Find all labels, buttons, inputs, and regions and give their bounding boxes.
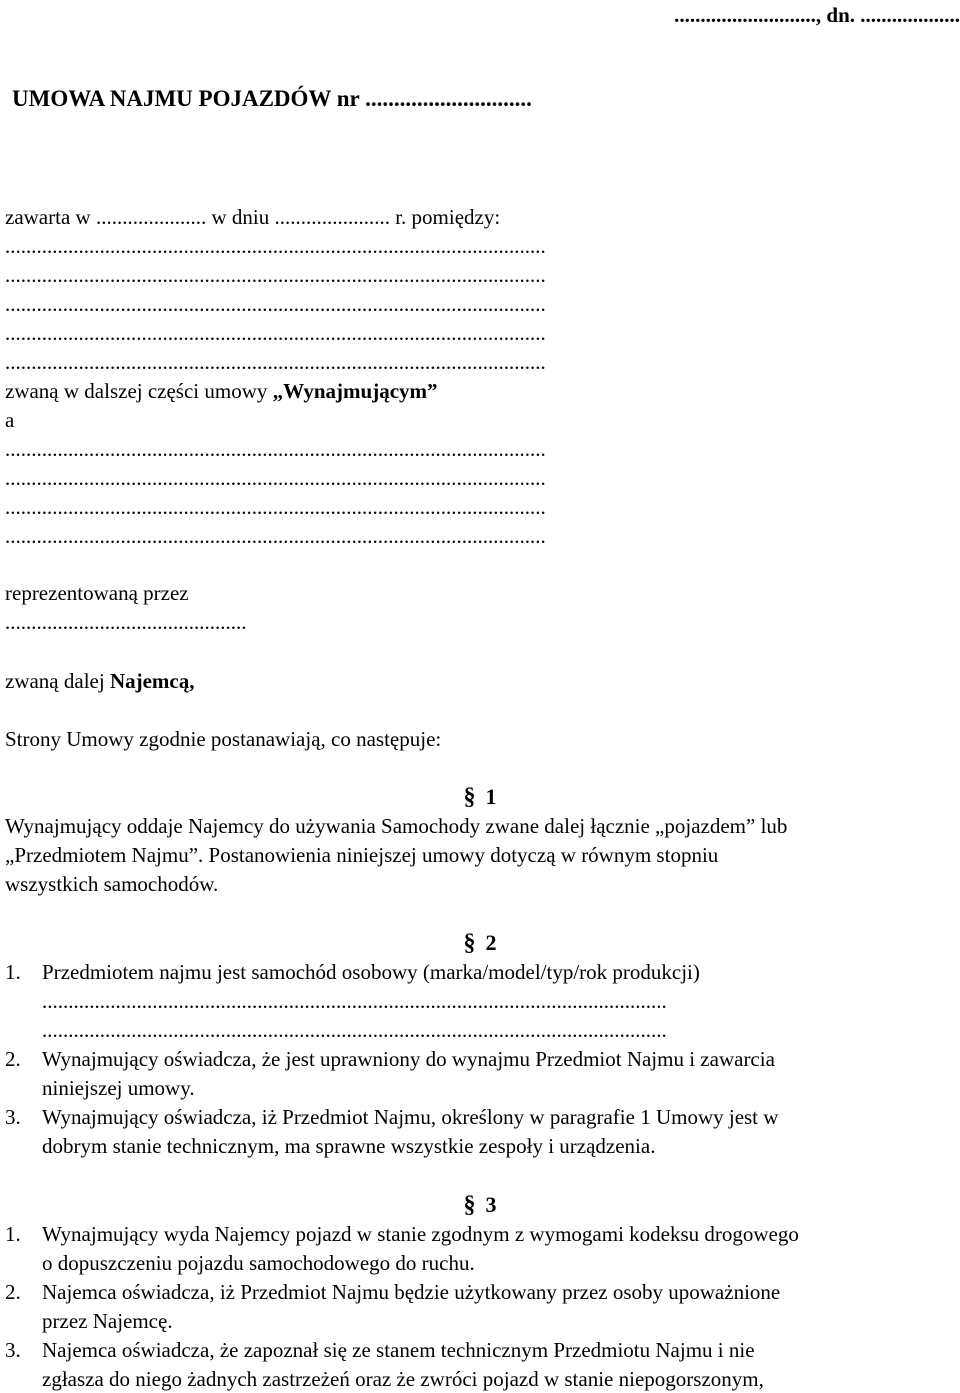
party1-role	[5, 378, 438, 404]
s2-item-2-line-1: Wynajmujący oświadcza, że jest uprawniony do wynajmu Przedmiot Najmu i zawarcia	[42, 1047, 775, 1071]
party2-dots-2: .......................................................................................................	[5, 466, 546, 490]
s3-item-1-line-2: o dopuszczeniu pojazdu samochodowego do ruchu.	[42, 1251, 475, 1275]
date-line: ..........................., dn. ...................	[674, 3, 960, 27]
party1-dots-2: .......................................................................................................	[5, 263, 546, 287]
party2-role	[5, 668, 195, 694]
party1-dots-4: .......................................................................................................	[5, 321, 546, 345]
party2-role-prefix: zwaną dalej	[5, 669, 110, 693]
s1-line-2: „Przedmiotem Najmu”. Postanowienia niniejszej umowy dotyczą w równym stopniu	[5, 843, 719, 867]
section-3-heading	[0, 1192, 960, 1218]
s1-line-3: wszystkich samochodów.	[5, 872, 219, 896]
party2-dots-4: .......................................................................................................	[5, 524, 546, 548]
party1-dots-1: .......................................................................................................	[5, 234, 546, 258]
s2-item-3-line-2: dobrym stanie technicznym, ma sprawne wszystkie zespoły i urządzenia.	[42, 1134, 656, 1158]
s2-item-3-number: 3.	[5, 1105, 21, 1129]
s3-item-2-number: 2.	[5, 1280, 21, 1304]
paragraph-icon: §	[463, 784, 476, 810]
section-3-number: 3	[485, 1192, 497, 1217]
section-2-heading	[0, 930, 960, 956]
s3-item-3-line-2: zgłasza do niego żadnych zastrzeżeń oraz że zwróci pojazd w stanie niepogorszonym,	[42, 1367, 764, 1391]
s1-line-1: Wynajmujący oddaje Najemcy do używania Samochody zwane dalej łącznie „pojazdem” lub	[5, 814, 788, 838]
s2-item-1-line-1: Przedmiotem najmu jest samochód osobowy (marka/model/typ/rok produkcji)	[42, 960, 700, 984]
party2-dots-3: .......................................................................................................	[5, 495, 546, 519]
party1-dots-5: .......................................................................................................	[5, 350, 546, 374]
party1-dots-3: .......................................................................................................	[5, 292, 546, 316]
party1-role-name: „Wynajmującym”	[272, 379, 438, 403]
s2-item-1-line-2: .......................................................................................................................	[42, 989, 667, 1013]
s3-item-1-line-1: Wynajmujący wyda Najemcy pojazd w stanie zgodnym z wymogami kodeksu drogowego	[42, 1222, 799, 1246]
represented-by: reprezentowaną przez	[5, 581, 189, 605]
s2-item-2-line-2: niniejszej umowy.	[42, 1076, 195, 1100]
s2-item-1-number: 1.	[5, 960, 21, 984]
s2-item-1-line-3: .......................................................................................................................	[42, 1018, 667, 1042]
section-1-number: 1	[485, 784, 497, 809]
s3-item-1-number: 1.	[5, 1222, 21, 1246]
s2-item-3-line-1: Wynajmujący oświadcza, iż Przedmiot Najmu, określony w paragrafie 1 Umowy jest w	[42, 1105, 779, 1129]
represented-dots: ..............................................	[5, 610, 247, 634]
party1-role-prefix: zwaną w dalszej części umowy	[5, 379, 273, 403]
s3-item-3-line-1: Najemca oświadcza, że zapoznał się ze stanem technicznym Przedmiotu Najmu i nie	[42, 1338, 755, 1362]
paragraph-icon: §	[463, 1192, 476, 1218]
agreement-line: Strony Umowy zgodnie postanawiają, co następuje:	[5, 727, 442, 751]
s3-item-2-line-2: przez Najemcę.	[42, 1309, 173, 1333]
intro-line: zawarta w ..................... w dniu ...................... r. pomiędzy:	[5, 205, 501, 229]
party2-role-name: Najemcą,	[109, 669, 195, 693]
section-2-number: 2	[485, 930, 497, 955]
paragraph-icon: §	[463, 930, 476, 956]
party2-dots-1: .......................................................................................................	[5, 437, 546, 461]
document-title: UMOWA NAJMU POJAZDÓW nr .............................	[12, 86, 532, 111]
s2-item-2-number: 2.	[5, 1047, 21, 1071]
section-1-heading	[0, 784, 960, 810]
and-word: a	[5, 408, 15, 432]
s3-item-3-number: 3.	[5, 1338, 21, 1362]
s3-item-2-line-1: Najemca oświadcza, iż Przedmiot Najmu będzie użytkowany przez osoby upoważnione	[42, 1280, 781, 1304]
